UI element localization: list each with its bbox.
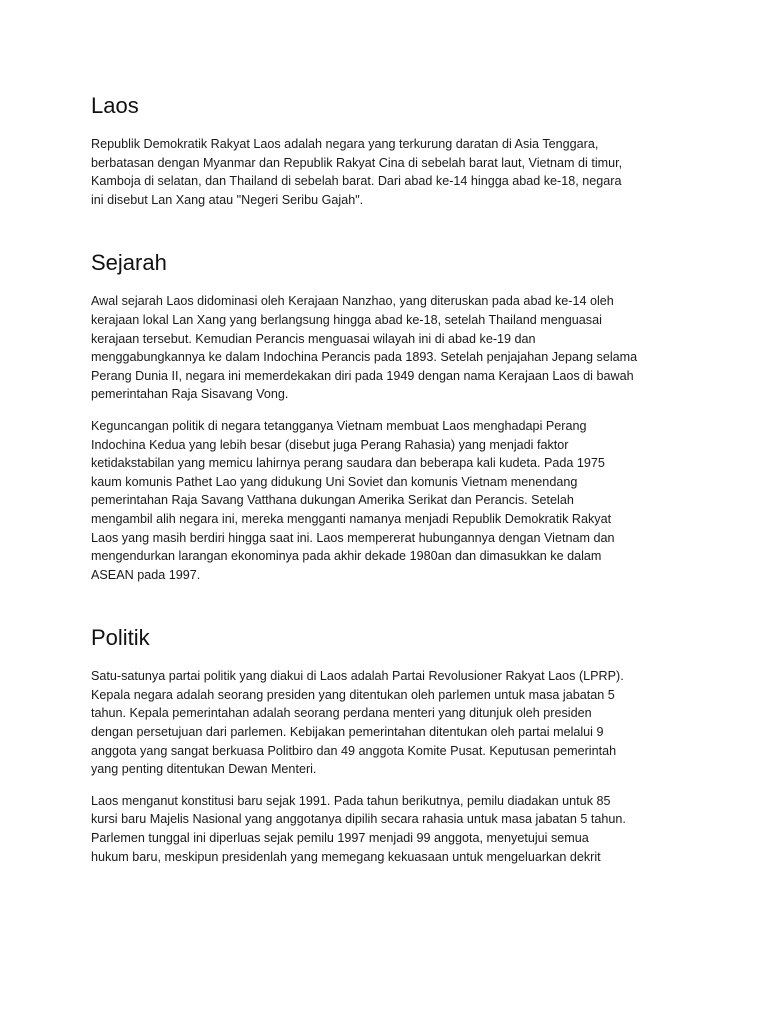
- text-line: Parlemen tunggal ini diperluas sejak pemilu 1997 menjadi 99 anggota, menyetujui semua: [91, 831, 589, 846]
- heading-laos: Laos: [91, 93, 139, 118]
- text-line: ASEAN pada 1997.: [91, 567, 201, 582]
- paragraph-politik-2: [91, 792, 691, 866]
- text-line: pemerintahan Raja Savang Vatthana dukungan Amerika Serikat dan Perancis. Setelah: [91, 493, 574, 508]
- text-line: Republik Demokratik Rakyat Laos adalah negara yang terkurung daratan di Asia Tenggara,: [91, 137, 599, 151]
- text-line: menggabungkannya ke dalam Indochina Perancis pada 1893. Setelah penjajahan Jepang selama: [91, 350, 638, 365]
- text-line: tahun. Kepala pemerintahan adalah seorang perdana menteri yang ditunjuk oleh presiden: [91, 706, 592, 721]
- text-line: Laos yang masih berdiri hingga saat ini. Laos mempererat hubungannya dengan Vietnam dan: [91, 530, 615, 545]
- text-line: anggota yang sangat berkuasa Politbiro dan 49 anggota Komite Pusat. Keputusan pemerintah: [91, 743, 617, 758]
- text-line: Kamboja di selatan, dan Thailand di sebelah barat. Dari abad ke-14 hingga abad ke-18, negara: [91, 174, 622, 189]
- text-line: mengendurkan larangan ekonominya pada akhir dekade 1980an dan dimasukkan ke dalam: [91, 549, 602, 564]
- text-line: Perang Dunia II, negara ini memerdekakan diri pada 1949 dengan nama Kerajaan Laos di bawah: [91, 368, 634, 383]
- text-line: kursi baru Majelis Nasional yang anggotanya dipilih secara rahasia untuk masa jabatan 5 tahun.: [91, 812, 626, 827]
- text-line: berbatasan dengan Myanmar dan Republik Rakyat Cina di sebelah barat laut, Vietnam di timur,: [91, 155, 623, 170]
- text-line: Keguncangan politik di negara tetangganya Vietnam membuat Laos menghadapi Perang: [91, 418, 587, 433]
- text-line: Indochina Kedua yang lebih besar (disebut juga Perang Rahasia) yang menjadi faktor: [91, 437, 569, 452]
- text-line: kerajaan tersebut. Kemudian Perancis menguasai wilayah ini di abad ke-19 dan: [91, 331, 536, 346]
- text-line: yang penting ditentukan Dewan Menteri.: [91, 762, 317, 777]
- paragraph-politik-1: [91, 667, 691, 779]
- heading-sejarah: Sejarah: [91, 250, 167, 276]
- text-line: mengambil alih negara ini, mereka mengganti namanya menjadi Republik Demokratik Rakyat: [91, 511, 612, 526]
- text-line: kaum komunis Pathet Lao yang didukung Uni Soviet dan komunis Vietnam menendang: [91, 474, 578, 489]
- text-line: Laos menganut konstitusi baru sejak 1991. Pada tahun berikutnya, pemilu diadakan untuk 85: [91, 793, 611, 808]
- text-line: dengan persetujuan dari parlemen. Kebijakan pemerintahan ditentukan oleh partai melalui 9: [91, 725, 604, 740]
- text-line: pemerintahan Raja Sisavang Vong.: [91, 387, 289, 402]
- text-line: Kepala negara adalah seorang presiden yang ditentukan oleh parlemen untuk masa jabatan 5: [91, 687, 615, 702]
- paragraph-sejarah-2: [91, 417, 691, 584]
- paragraph-sejarah-1: [91, 292, 691, 404]
- paragraph-laos-intro: [91, 135, 691, 209]
- text-line: kerajaan lokal Lan Xang yang berlangsung hingga abad ke-18, setelah Thailand menguasai: [91, 312, 602, 327]
- text-line: ini disebut Lan Xang atau "Negeri Seribu Gajah".: [91, 192, 364, 207]
- text-line: hukum baru, meskipun presidenlah yang memegang kekuasaan untuk mengeluarkan dekrit: [91, 849, 601, 864]
- text-line: ketidakstabilan yang memicu lahirnya perang saudara dan beberapa kali kudeta. Pada 1975: [91, 456, 605, 471]
- document-page: [91, 88, 691, 866]
- text-line: Satu-satunya partai politik yang diakui di Laos adalah Partai Revolusioner Rakyat Laos (LPRP).: [91, 669, 624, 684]
- text-line: Awal sejarah Laos didominasi oleh Kerajaan Nanzhao, yang diteruskan pada abad ke-14 oleh: [91, 294, 614, 309]
- heading-politik: Politik: [91, 625, 150, 651]
